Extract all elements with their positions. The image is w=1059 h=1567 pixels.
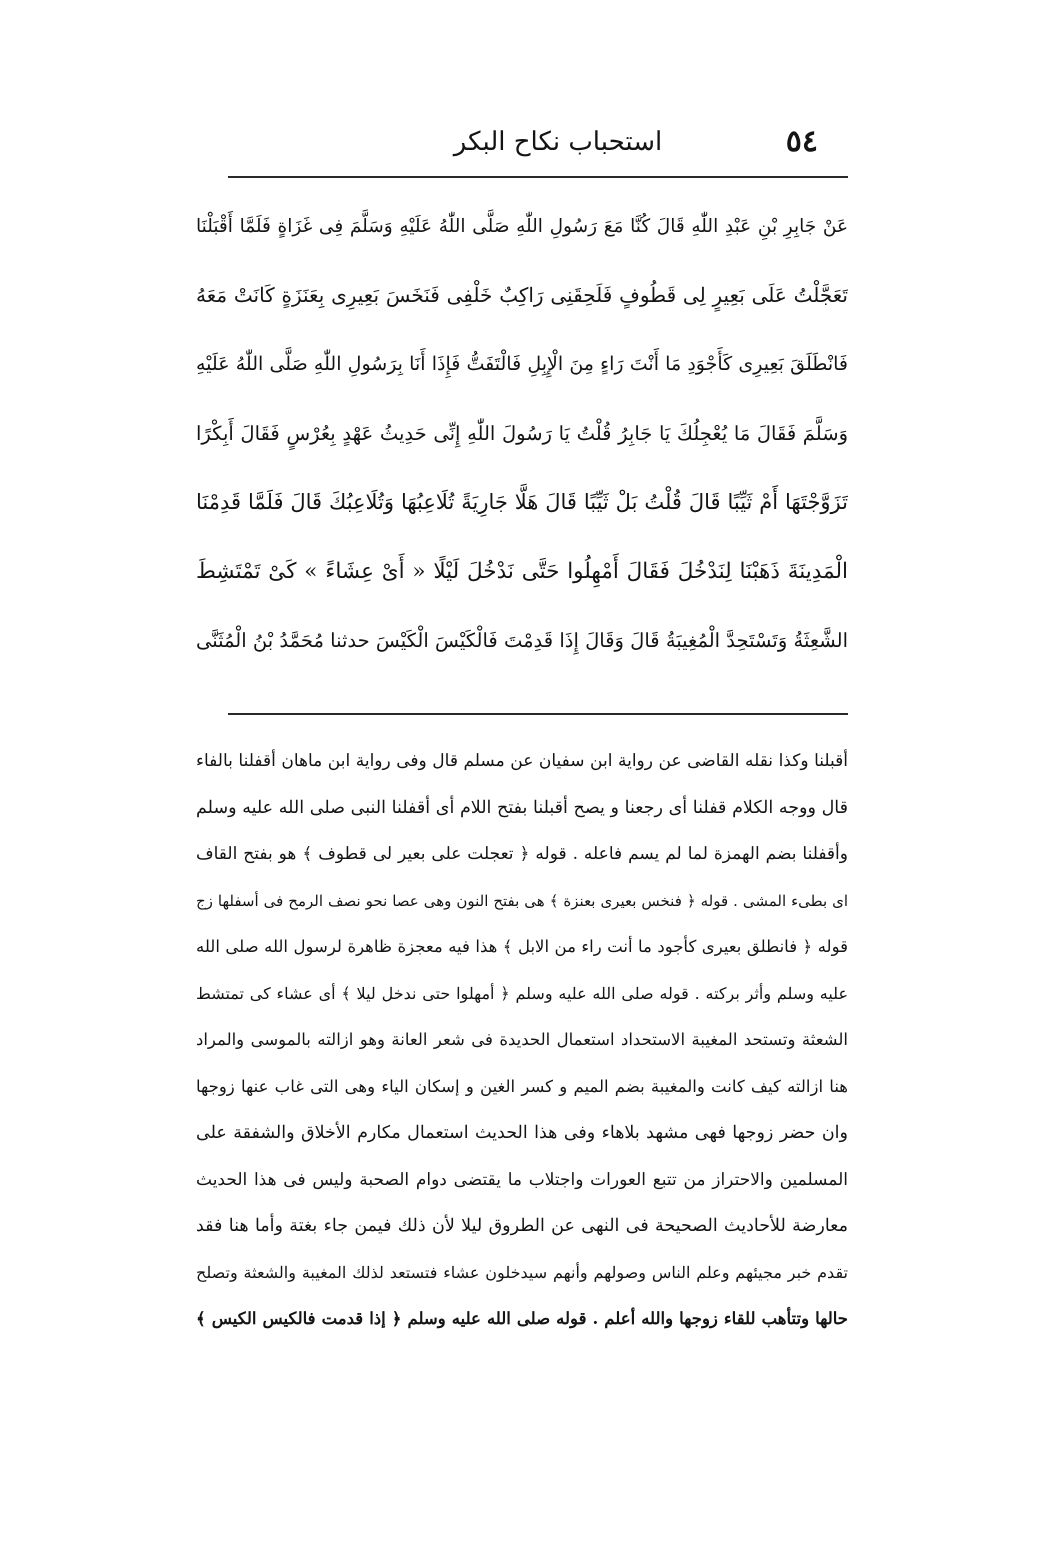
hadith-line: تَزَوَّجْتَهَا أَمْ ثَيِّبًا قَالَ قُلْتُ بَلْ ثَيِّبًا قَالَ هَلَّا جَارِيَةً تُلَاعِبُهَا وَتُلَاعِبُكَ قَالَ فَلَمَّا قَدِمْنَا (196, 490, 848, 514)
section-divider (228, 713, 848, 715)
commentary-line: اى بطىء المشى . قوله ﴿ فنخس بعيرى بعنزة ﴾ هى بفتح النون وهى عصا نحو نصف الرمح فى أسفلها زج (196, 891, 848, 910)
commentary-line: معارضة للأحاديث الصحيحة فى النهى عن الطروق ليلا لأن ذلك فيمن جاء بغتة وأما هنا فقد (196, 1216, 848, 1236)
commentary-line: الشعثة وتستحد المغيبة الاستحداد استعمال الحديدة فى شعر العانة وهو ازالته بالموسى والمراد (196, 1030, 848, 1049)
hadith-line: عَنْ جَابِرِ بْنِ عَبْدِ اللّٰهِ قَالَ كُنَّا مَعَ رَسُولِ اللّٰهِ صَلَّى اللّٰهُ عَلَيْهِ وَسَلَّمَ فِى غَزَاةٍ فَلَمَّا أَقْبَلْنَا (196, 216, 848, 237)
running-title: استحباب نكاح البكر (453, 127, 663, 157)
commentary-line: حالها وتتأهب للقاء زوجها والله أعلم . قوله صلى الله عليه وسلم ﴿ إذا قدمت فالكيس الكيس ﴾ (196, 1309, 848, 1328)
hadith-text (196, 192, 848, 675)
commentary-line: وان حضر زوجها فهى مشهد بلاهاء وفى هذا الحديث استعمال مكارم الأخلاق والشفقة على (196, 1123, 848, 1143)
hadith-line: فَانْطَلَقَ بَعِيرِى كَأَجْوَدِ مَا أَنْتَ رَاءٍ مِنَ الْإِبِلِ فَالْتَفَتُّ فَإِذَا أَنَا بِرَسُولِ اللّٰهِ صَلَّى اللّٰهُ عَلَيْهِ (196, 353, 848, 375)
hadith-line: الْمَدِينَةَ ذَهَبْنَا لِنَدْخُلَ فَقَالَ أَمْهِلُوا حَتَّى نَدْخُلَ لَيْلًا « أَىْ عِشَاءً » كَىْ تَمْتَشِطَ (196, 559, 848, 584)
commentary-line: وأقفلنا بضم الهمزة لما لم يسم فاعله . قوله ﴿ تعجلت على بعير لى قطوف ﴾ هو بفتح القاف (196, 844, 848, 864)
hadith-line: الشَّعِثَةُ وَتَسْتَحِدَّ الْمُغِيبَةُ قَالَ وَقَالَ إِذَا قَدِمْتَ فَالْكَيْسَ الْكَيْسَ حدثنا مُحَمَّدُ بْنُ الْمُثَنَّى (196, 629, 848, 652)
commentary-line: تقدم خبر مجيئهم وعلم الناس وصولهم وأنهم سيدخلون عشاء فتستعد لذلك المغيبة والشعثة وتصلح (196, 1262, 848, 1282)
page-number: ٥٤ (785, 124, 818, 159)
commentary-line: هنا ازالته كيف كانت والمغيبة بضم الميم و كسر الغين و إسكان الياء وهى التى غاب عنها زوجها (196, 1076, 848, 1096)
header-divider (228, 176, 848, 178)
commentary-line: المسلمين والاحتراز من تتبع العورات واجتلاب ما يقتضى دوام الصحبة وليس فى هذا الحديث (196, 1169, 848, 1190)
commentary-text (196, 738, 848, 1343)
commentary-line: قوله ﴿ فانطلق بعيرى كأجود ما أنت راء من الابل ﴾ هذا فيه معجزة ظاهرة لرسول الله صلى الله (196, 937, 848, 956)
hadith-line: وَسَلَّمَ فَقَالَ مَا يُعْجِلُكَ يَا جَابِرُ قُلْتُ يَا رَسُولَ اللّٰهِ إِنِّى حَدِيثُ عَهْدٍ بِعُرْسٍ فَقَالَ أَبِكْرًا (196, 422, 848, 445)
page-header (228, 118, 848, 166)
commentary-line: أقبلنا وكذا نقله القاضى عن رواية ابن سفيان عن مسلم قال وفى رواية ابن ماهان أقفلنا بالفاء (196, 751, 848, 771)
commentary-line: عليه وسلم وأثر بركته . قوله صلى الله عليه وسلم ﴿ أمهلوا حتى ندخل ليلا ﴾ أى عشاء كى تمتشط (196, 983, 848, 1003)
hadith-line: تَعَجَّلْتُ عَلَى بَعِيرٍ لِى قَطُوفٍ فَلَحِقَنِى رَاكِبٌ خَلْفِى فَنَخَسَ بَعِيرِى بِعَنَزَةٍ كَانَتْ مَعَهُ (196, 283, 848, 307)
commentary-line: قال ووجه الكلام قفلنا أى رجعنا و يصح أقبلنا بفتح اللام أى أقفلنا النبى صلى الله عليه وسلم (196, 797, 848, 818)
